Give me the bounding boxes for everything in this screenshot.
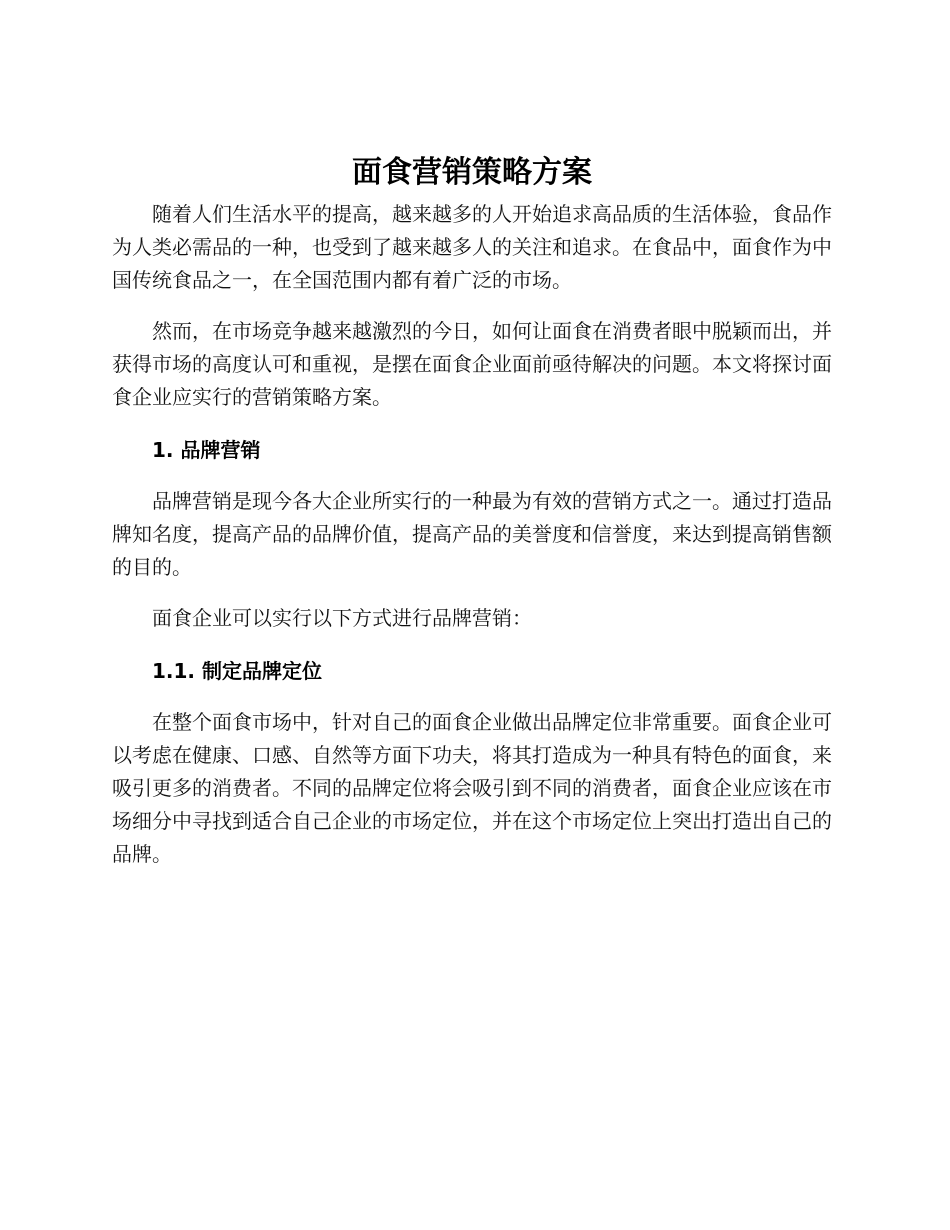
document-body (112, 148, 832, 871)
brand-methods-paragraph: 面食企业可以实行以下方式进行品牌营销： (152, 606, 532, 630)
section-heading-brand-marketing: 1. 品牌营销 (152, 438, 261, 462)
problem-paragraph: 然而，在市场竞争越来越激烈的今日，如何让面食在消费者眼中脱颖而出，并获得市场的高度认可和重视，是摆在面食企业面前亟待解决的问题。本文将探讨面食企业应实行的营销策略方案。 (112, 319, 832, 409)
intro-paragraph: 随着人们生活水平的提高，越来越多的人开始追求高品质的生活体验，食品作为人类必需品的一种，也受到了越来越多人的关注和追求。在食品中，面食作为中国传统食品之一，在全国范围内都有着广泛的市场。 (112, 202, 832, 292)
document-title: 面食营销策略方案 (352, 155, 592, 190)
brand-positioning-paragraph: 在整个面食市场中，针对自己的面食企业做出品牌定位非常重要。面食企业可以考虑在健康、口感、自然等方面下功夫，将其打造成为一种具有特色的面食，来吸引更多的消费者。不同的品牌定位将会吸引到不同的消费者，面食企业应该在市场细分中寻找到适合自己企业的市场定位，并在这个市场定位上突出打造出自己的品牌。 (112, 710, 832, 866)
brand-marketing-paragraph: 品牌营销是现今各大企业所实行的一种最为有效的营销方式之一。通过打造品牌知名度，提高产品的品牌价值，提高产品的美誉度和信誉度，来达到提高销售额的目的。 (112, 489, 832, 579)
subsection-heading-brand-positioning: 1.1. 制定品牌定位 (152, 659, 322, 683)
